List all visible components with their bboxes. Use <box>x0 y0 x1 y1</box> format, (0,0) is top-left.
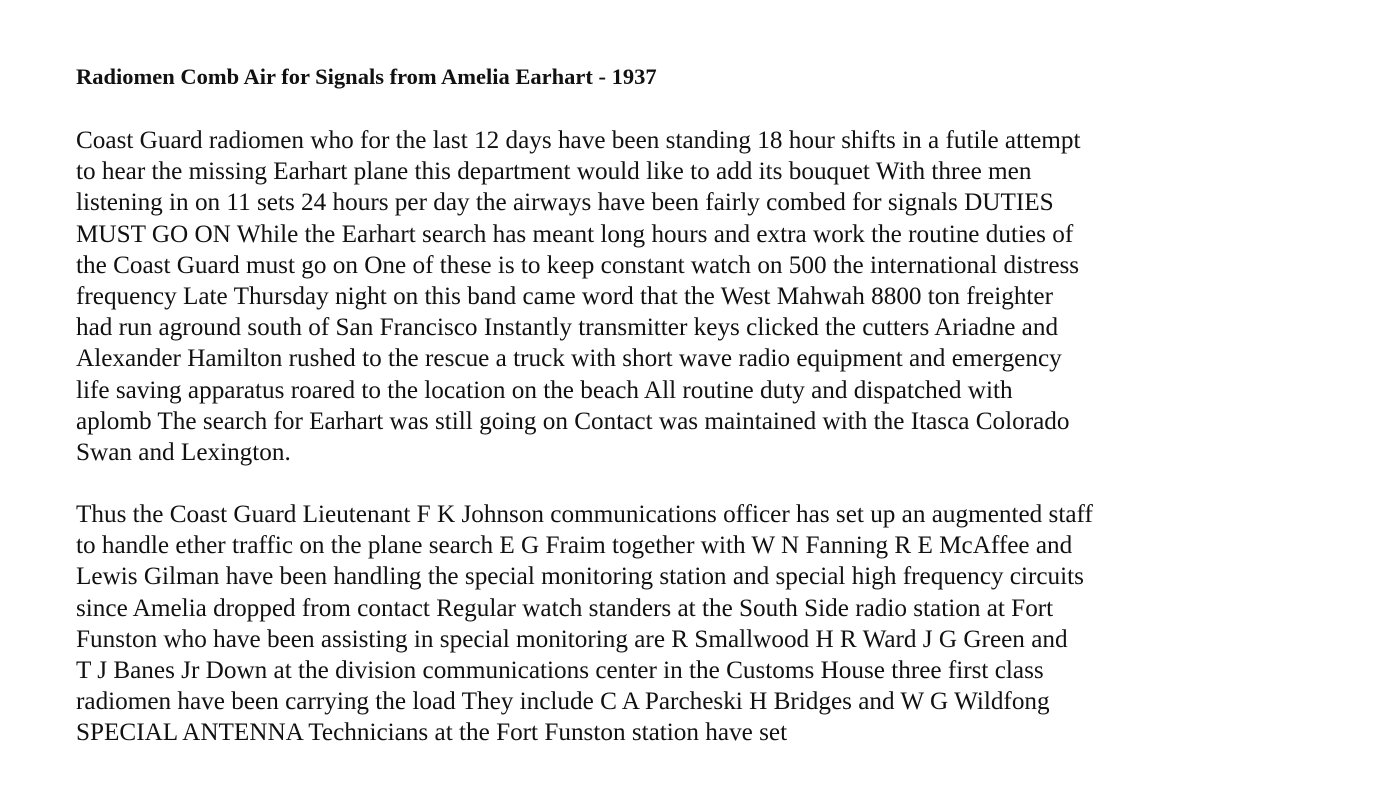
paragraph-line: Thus the Coast Guard Lieutenant F K Johnson communications officer has set up an augmented staff <box>76 501 1093 528</box>
paragraph-line: MUST GO ON While the Earhart search has meant long hours and extra work the routine duties of <box>76 220 1074 248</box>
paragraph-line: Coast Guard radiomen who for the last 12 days have been standing 18 hour shifts in a futile attempt <box>76 127 1081 154</box>
paragraph-line: Swan and Lexington. <box>76 438 291 466</box>
paragraph-line: T J Banes Jr Down at the division communications center in the Customs House three first class <box>76 656 1044 684</box>
paragraph-line: to handle ether traffic on the plane search E G Fraim together with W N Fanning R E McAffee and <box>76 532 1073 560</box>
paragraph-line: since Amelia dropped from contact Regular watch standers at the South Side radio station at Fort <box>76 594 1054 622</box>
paragraph-line: SPECIAL ANTENNA Technicians at the Fort Funston station have set <box>76 719 788 747</box>
paragraph-line: had run aground south of San Francisco Instantly transmitter keys clicked the cutters Ariadne and <box>76 314 1059 342</box>
document-page <box>76 0 1376 788</box>
paragraph-line: the Coast Guard must go on One of these is to keep constant watch on 500 the international distress <box>76 251 1080 279</box>
paragraph-line: to hear the missing Earhart plane this department would like to add its bouquet With three men <box>76 158 1032 186</box>
paragraph-1 <box>76 125 1080 468</box>
paragraph-line: aplomb The search for Earhart was still going on Contact was maintained with the Itasca Colorado <box>76 407 1070 435</box>
paragraph-2 <box>76 499 1093 749</box>
paragraph-line: life saving apparatus roared to the location on the beach All routine duty and dispatched with <box>76 376 1013 404</box>
paragraph-line: listening in on 11 sets 24 hours per day the airways have been fairly combed for signals DUTIES <box>76 189 1054 217</box>
paragraph-line: radiomen have been carrying the load They include C A Parcheski H Bridges and W G Wildfong <box>76 688 1050 716</box>
paragraph-line: Alexander Hamilton rushed to the rescue a truck with short wave radio equipment and emergency <box>76 345 1062 373</box>
paragraph-line: frequency Late Thursday night on this band came word that the West Mahwah 8800 ton freighter <box>76 282 1053 310</box>
paragraph-line: Lewis Gilman have been handling the special monitoring station and special high frequency circuits <box>76 563 1084 591</box>
paragraph-line: Funston who have been assisting in special monitoring are R Smallwood H R Ward J G Green and <box>76 625 1068 653</box>
document-title: Radiomen Comb Air for Signals from Amelia Earhart - 1937 <box>76 64 657 89</box>
